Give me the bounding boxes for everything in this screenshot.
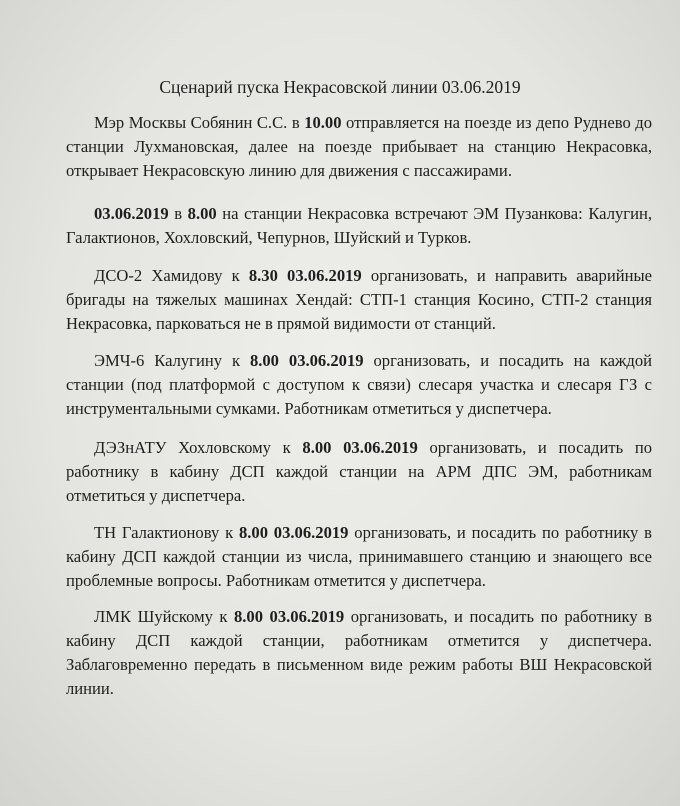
paragraph-datetime: 8.00 03.06.2019 xyxy=(302,438,418,457)
paragraph-meeting xyxy=(66,202,652,250)
paragraph-text: на станции Некрасовка встречают ЭМ Пузанкова: Калугин, Галактионов, Хохловский, Чепурнов, Шуйский и Турков. xyxy=(66,204,652,247)
paragraph-datetime: 8.00 03.06.2019 xyxy=(249,351,364,370)
paragraph-lead: ЛМК Шуйскому к xyxy=(94,607,234,626)
paragraph-text: организовать, и посадить по работнику в кабину ДСП каждой станции, работникам отметится у диспетчера. Заблаговременно передать в письменном виде режим работы ВШ Некрасовской линии. xyxy=(66,607,652,698)
paragraph-datetime: 8.00 03.06.2019 xyxy=(233,607,345,626)
paragraph-dezn xyxy=(66,436,652,508)
paragraph-dso2 xyxy=(66,264,652,336)
paragraph-mayor xyxy=(66,111,652,183)
paragraph-date: 03.06.2019 xyxy=(94,204,169,223)
paragraph-text: отправляется на поезде из депо Руднево до станции Лухмановская, далее на поезде прибывает на станцию Некрасовка, открывает Некрасовскую линию для движения с пассажирами. xyxy=(66,113,652,180)
paragraph-text: организовать, и посадить на каждой станции (под платформой с доступом к связи) слесаря участка и слесаря ГЗ с инструментальными сумками. Работникам отметиться у диспетчера. xyxy=(66,351,653,418)
paragraph-lead: ЭМЧ-6 Калугину к xyxy=(94,351,250,370)
document-title: Сценарий пуска Некрасовской линии 03.06.2019 xyxy=(159,77,521,97)
paragraph-text: организовать, и посадить по работнику в кабину ДСП каждой станции из числа, принимавшего станцию и знающего все проблемные вопросы. Работникам отметится у диспетчера. xyxy=(66,523,652,590)
paragraph-datetime: 8.00 03.06.2019 xyxy=(238,523,349,542)
paragraph-datetime: 8.30 03.06.2019 xyxy=(248,266,362,285)
paragraph-tn xyxy=(66,521,652,593)
paragraph-lead: ДСО-2 Хамидову к xyxy=(94,266,249,285)
paragraph-lead: ДЭЗнАТУ Хохловскому к xyxy=(94,438,303,457)
paragraph-lmk xyxy=(66,605,652,701)
paragraph-emch6 xyxy=(66,349,652,421)
paragraph-text: организовать, и направить аварийные бригады на тяжелых машинах Хендай: СТП-1 станция Косино, СТП-2 станция Некрасовка, парковаться не в прямой видимости от станций. xyxy=(66,266,653,333)
paragraph-lead: Мэр Москвы Собянин С.С. в xyxy=(94,113,305,132)
paragraph-time: 10.00 xyxy=(304,113,342,132)
paragraph-mid: в xyxy=(168,204,188,223)
paragraph-time: 8.00 xyxy=(187,204,217,223)
paragraph-lead: ТН Галактионову к xyxy=(94,523,239,542)
paragraph-text: организовать, и посадить по работнику в кабину ДСП каждой станции на АРМ ДПС ЭМ, работникам отметиться у диспетчера. xyxy=(66,438,653,505)
